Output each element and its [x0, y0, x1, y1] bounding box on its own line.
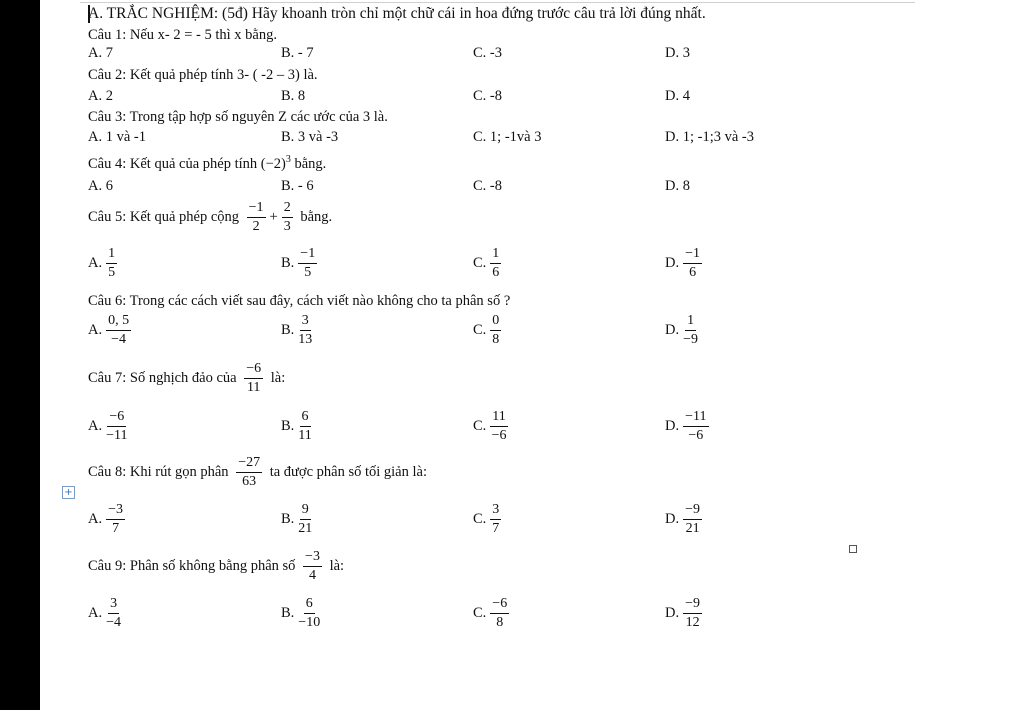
q8-option-a[interactable] [88, 503, 129, 536]
fraction-numerator: −3 [303, 550, 322, 567]
option-letter: B. [281, 322, 295, 338]
option-letter: A. [88, 418, 103, 434]
question-5 [88, 201, 332, 234]
option-fraction [683, 410, 708, 443]
fraction-denominator: 4 [309, 568, 316, 583]
q1-option-b[interactable]: B. - 7 [281, 45, 314, 61]
fraction-numerator: 3 [490, 503, 501, 520]
option-letter: C. [473, 605, 487, 621]
fraction-denominator: −4 [106, 615, 122, 630]
option-letter: B. [281, 511, 295, 527]
q8-suffix: ta được phân số tối giản là: [269, 464, 427, 480]
option-fraction [106, 410, 127, 443]
q8-prefix: Câu 8: Khi rút gọn phân [88, 464, 229, 480]
option-fraction [683, 503, 702, 536]
fraction-denominator: −6 [491, 428, 507, 443]
q6-option-a[interactable] [88, 314, 135, 347]
fraction-numerator: −6 [490, 597, 509, 614]
fraction-numerator: −11 [683, 410, 708, 427]
q7-option-d[interactable] [665, 410, 713, 443]
q9-option-d[interactable] [665, 597, 706, 630]
q1-option-c[interactable]: C. -3 [473, 45, 502, 61]
q9-suffix: là: [329, 558, 345, 574]
q1-option-d[interactable]: D. 3 [665, 45, 690, 61]
q4-option-b[interactable]: B. - 6 [281, 178, 314, 194]
option-fraction [490, 597, 509, 630]
fraction-numerator: 3 [108, 597, 119, 614]
question-7 [88, 362, 285, 395]
fraction-numerator: −3 [106, 503, 125, 520]
fraction-denominator: 21 [685, 521, 700, 536]
fraction-numerator: 11 [490, 410, 507, 427]
option-fraction [490, 247, 501, 280]
option-letter: D. [665, 511, 680, 527]
q7-option-b[interactable] [281, 410, 316, 443]
question-8 [88, 456, 427, 489]
question-1: Câu 1: Nếu x- 2 = - 5 thì x bằng. [88, 27, 277, 43]
fraction-numerator: 2 [282, 201, 293, 218]
q4-exponent: 3 [285, 154, 291, 165]
fraction-denominator: 6 [492, 265, 500, 280]
option-fraction [106, 314, 131, 347]
q2-option-b[interactable]: B. 8 [281, 88, 306, 104]
option-letter: C. [473, 255, 487, 271]
q9-option-c[interactable] [473, 597, 513, 630]
q5-option-c[interactable] [473, 247, 505, 280]
option-fraction [490, 314, 501, 347]
option-letter: B. [281, 418, 295, 434]
fraction-denominator: −11 [106, 428, 128, 443]
question-6: Câu 6: Trong các cách viết sau đây, cách viết nào không cho ta phân số ? [88, 293, 511, 309]
fraction-denominator: 63 [242, 474, 257, 489]
q8-option-c[interactable] [473, 503, 505, 536]
q5-option-b[interactable] [281, 247, 321, 280]
section-heading: A. TRẮC NGHIỆM: (5đ) Hãy khoanh tròn chỉ một chữ cái in hoa đứng trước câu trả lời đúng nhất. [88, 5, 706, 22]
q3-option-d[interactable]: D. 1; -1;3 và -3 [665, 129, 754, 145]
q5-option-a[interactable] [88, 247, 121, 280]
fraction-denominator: 3 [283, 219, 291, 234]
fraction-denominator: 7 [492, 521, 500, 536]
fraction-numerator: 9 [300, 503, 311, 520]
fraction-denominator: 6 [689, 265, 697, 280]
q4-option-c[interactable]: C. -8 [473, 178, 502, 194]
option-fraction [106, 247, 117, 280]
option-fraction [683, 314, 698, 347]
option-letter: D. [665, 322, 680, 338]
q4-expression: (−2) [260, 155, 286, 172]
question-3: Câu 3: Trong tập hợp số nguyên Z các ước của 3 là. [88, 109, 388, 125]
fraction-numerator: −9 [683, 597, 702, 614]
fraction-numerator: −1 [247, 201, 266, 218]
fraction-denominator: −9 [683, 332, 699, 347]
q5-suffix: bằng. [300, 209, 333, 225]
question-9 [88, 550, 344, 583]
option-fraction [683, 597, 702, 630]
option-fraction [298, 314, 312, 347]
option-fraction [490, 410, 507, 443]
q5-prefix: Câu 5: Kết quả phép cộng [88, 209, 240, 225]
fraction-numerator: −1 [683, 247, 702, 264]
q7-fraction [244, 362, 263, 395]
fraction-denominator: 21 [298, 521, 313, 536]
q9-prefix: Câu 9: Phân số không bằng phân số [88, 558, 296, 574]
q8-option-b[interactable] [281, 503, 316, 536]
q7-option-c[interactable] [473, 410, 512, 443]
fraction-denominator: 11 [298, 428, 312, 443]
q6-option-c[interactable] [473, 314, 505, 347]
q9-option-a[interactable] [88, 597, 125, 630]
fraction-numerator: 1 [490, 247, 501, 264]
q5-option-d[interactable] [665, 247, 706, 280]
left-dark-margin [0, 0, 40, 710]
fraction-denominator: −6 [688, 428, 704, 443]
fraction-denominator: 7 [112, 521, 120, 536]
option-fraction [298, 597, 320, 630]
fraction-numerator: 3 [300, 314, 311, 331]
fraction-numerator: 6 [304, 597, 315, 614]
q4-option-d[interactable]: D. 8 [665, 178, 690, 194]
option-fraction [683, 247, 702, 280]
option-letter: A. [88, 255, 103, 271]
fraction-denominator: 13 [298, 332, 313, 347]
q8-fraction [236, 456, 262, 489]
q5-operator: + [269, 209, 278, 225]
fraction-denominator: 12 [685, 615, 700, 630]
q7-option-a[interactable] [88, 410, 132, 443]
question-4 [88, 154, 326, 173]
fraction-denominator: −10 [298, 615, 321, 630]
option-letter: B. [281, 255, 295, 271]
fraction-numerator: −9 [683, 503, 702, 520]
fraction-numerator: −6 [244, 362, 263, 379]
fraction-denominator: 2 [252, 219, 260, 234]
question-2: Câu 2: Kết quả phép tính 3- ( -2 – 3) là. [88, 67, 318, 83]
text-box-handle-icon[interactable] [849, 545, 857, 553]
q9-fraction [303, 550, 322, 583]
option-letter: A. [88, 605, 103, 621]
option-fraction [298, 247, 317, 280]
q7-suffix: là: [270, 370, 286, 386]
q8-option-d[interactable] [665, 503, 706, 536]
fraction-numerator: −6 [107, 410, 126, 427]
q7-prefix: Câu 7: Số nghịch đảo của [88, 370, 237, 386]
q3-option-a[interactable]: A. 1 và -1 [88, 129, 146, 145]
fraction-numerator: 1 [685, 314, 696, 331]
option-letter: A. [88, 322, 103, 338]
q6-option-b[interactable] [281, 314, 316, 347]
q2-option-c[interactable]: C. -8 [473, 88, 502, 104]
q4-prefix: Câu 4: Kết quả của phép tính [88, 155, 261, 172]
q1-option-a[interactable]: A. 7 [88, 45, 113, 61]
fraction-numerator: −1 [298, 247, 317, 264]
fraction-denominator: 5 [108, 265, 116, 280]
q5-fraction-1 [247, 201, 266, 234]
q3-option-c[interactable]: C. 1; -1và 3 [473, 129, 542, 145]
fraction-denominator: 8 [492, 332, 500, 347]
option-letter: A. [88, 511, 103, 527]
option-letter: D. [665, 605, 680, 621]
q4-option-a[interactable]: A. 6 [88, 178, 113, 194]
fraction-denominator: 8 [496, 615, 504, 630]
fraction-numerator: 0 [490, 314, 501, 331]
option-letter: D. [665, 255, 680, 271]
option-letter: C. [473, 418, 487, 434]
q4-suffix: bằng. [290, 155, 327, 172]
option-letter: C. [473, 511, 487, 527]
fraction-numerator: 1 [106, 247, 117, 264]
q3-option-b[interactable]: B. 3 và -3 [281, 129, 339, 145]
option-letter: B. [281, 605, 295, 621]
fraction-numerator: −27 [236, 456, 262, 473]
q5-fraction-2 [282, 201, 293, 234]
option-letter: D. [665, 418, 680, 434]
q6-option-d[interactable] [665, 314, 702, 347]
q2-option-a[interactable]: A. 2 [88, 88, 113, 104]
page-top-rule [80, 2, 915, 3]
option-fraction [490, 503, 501, 536]
fraction-denominator: 5 [304, 265, 312, 280]
option-letter: C. [473, 322, 487, 338]
option-fraction [106, 597, 121, 630]
fraction-numerator: 0, 5 [106, 314, 131, 331]
document-page [40, 0, 1024, 710]
table-move-handle-icon[interactable]: + [62, 486, 75, 499]
option-fraction [298, 410, 311, 443]
option-fraction [106, 503, 125, 536]
q9-option-b[interactable] [281, 597, 324, 630]
option-fraction [298, 503, 312, 536]
fraction-numerator: 6 [300, 410, 311, 427]
fraction-denominator: 11 [246, 380, 261, 395]
fraction-denominator: −4 [111, 332, 127, 347]
q2-option-d[interactable]: D. 4 [665, 88, 690, 104]
